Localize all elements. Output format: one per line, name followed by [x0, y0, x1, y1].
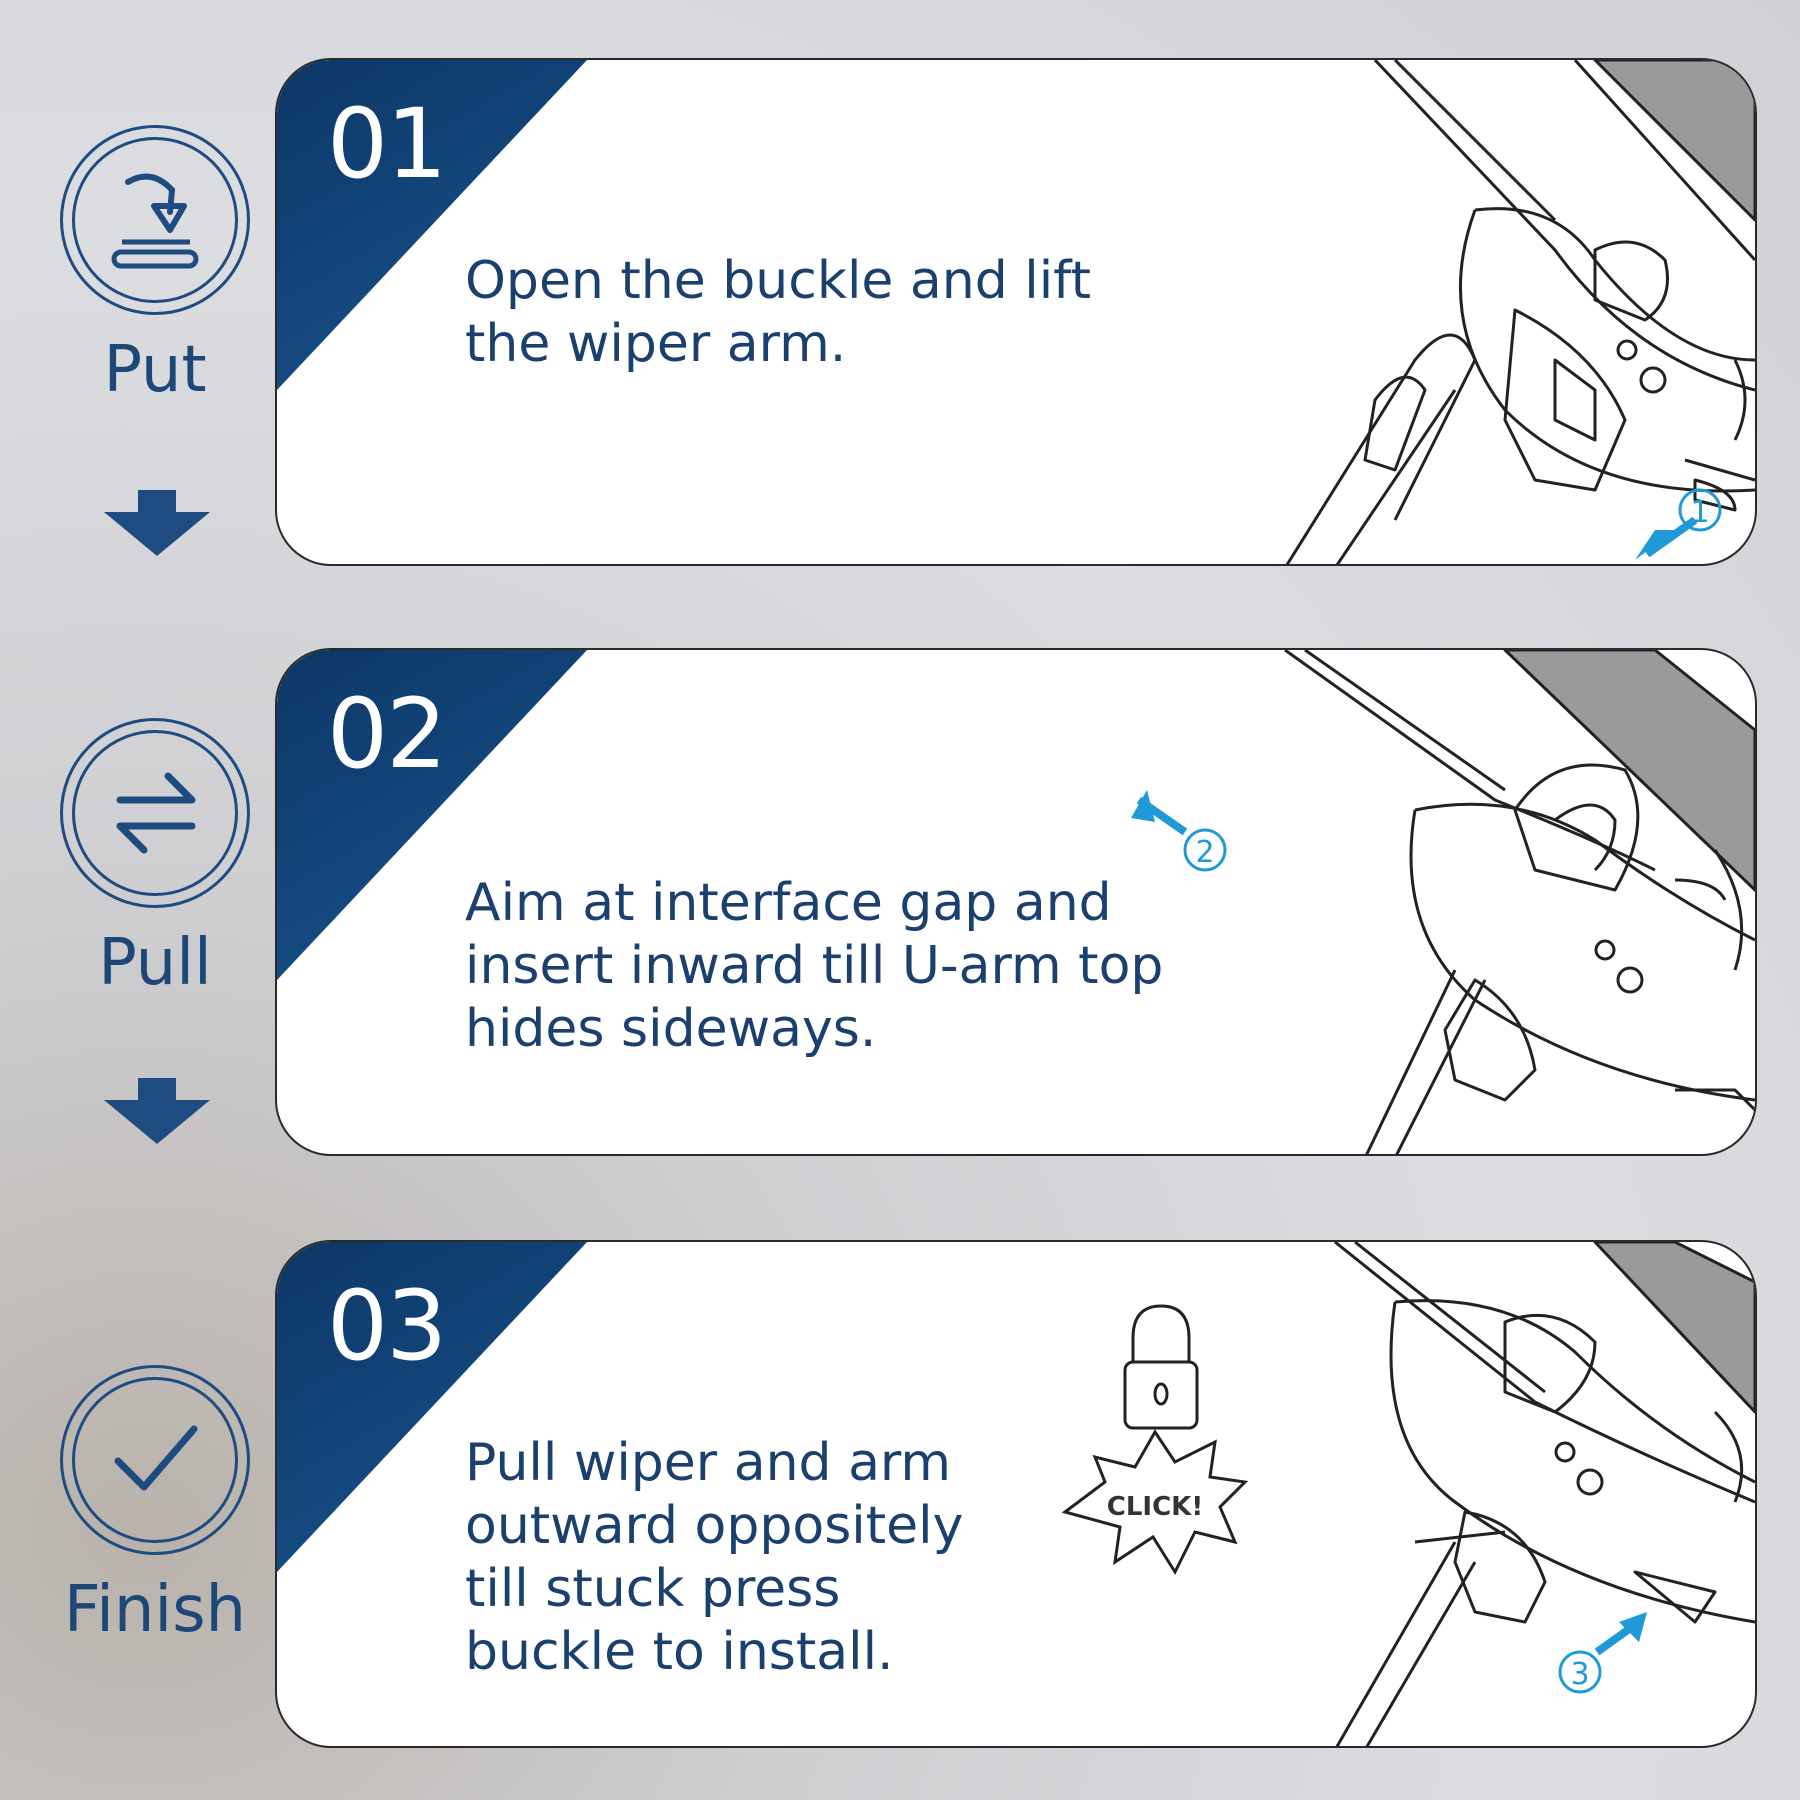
wiper-insert-illustration — [1035, 650, 1755, 1156]
step-instruction: Aim at interface gap and insert inward till U-arm top hides sideways. — [465, 873, 1164, 1059]
down-arrow-icon — [104, 490, 210, 556]
checkmark-icon — [100, 1405, 210, 1515]
download-put-icon — [100, 160, 210, 280]
side-step-pull — [50, 718, 260, 1000]
step-number: 02 — [327, 678, 446, 790]
finish-icon-ring — [60, 1365, 250, 1555]
side-step-put — [50, 125, 260, 407]
step-card-01 — [275, 58, 1757, 566]
click-text: CLICK! — [1106, 1492, 1204, 1522]
step-instruction: Open the buckle and lift the wiper arm. — [465, 251, 1091, 374]
step-instruction: Pull wiper and arm outward oppositely till stuck press buckle to install. — [465, 1433, 964, 1682]
side-label-pull: Pull — [98, 926, 212, 1000]
wiper-lock-illustration — [1035, 1242, 1755, 1748]
padlock-icon — [1125, 1306, 1197, 1428]
marker-1: 1 — [1690, 495, 1710, 530]
step-card-03 — [275, 1240, 1757, 1748]
side-label-finish: Finish — [63, 1573, 247, 1647]
marker-2: 2 — [1195, 835, 1215, 870]
step-number: 03 — [327, 1270, 446, 1382]
wiper-buckle-illustration — [1035, 60, 1755, 566]
down-arrow-icon — [104, 1078, 210, 1144]
step-card-02 — [275, 648, 1757, 1156]
side-step-finish — [50, 1365, 260, 1647]
step-number: 01 — [327, 88, 446, 200]
pull-icon-ring — [60, 718, 250, 908]
marker-3: 3 — [1570, 1657, 1590, 1692]
put-icon-ring — [60, 125, 250, 315]
side-label-put: Put — [103, 333, 207, 407]
swap-arrows-icon — [100, 758, 210, 868]
